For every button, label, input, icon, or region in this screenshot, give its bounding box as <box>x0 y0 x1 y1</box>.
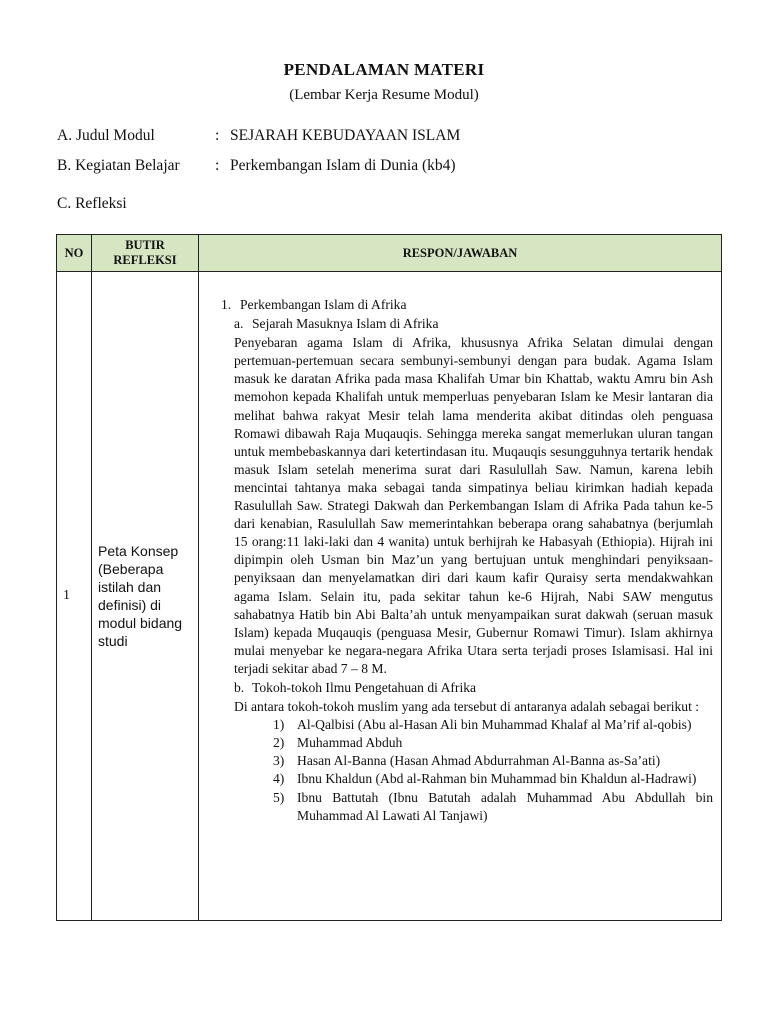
list-item-text: Al-Qalbisi (Abu al-Hasan Ali bin Muhammad Khalaf al Ma’rif al-qobis) <box>297 717 692 733</box>
subsection-heading-b <box>221 679 713 697</box>
refleksi-table <box>56 234 722 921</box>
column-header-no: NO <box>57 235 92 272</box>
meta-kegiatan-belajar <box>57 157 456 175</box>
meta-value: SEJARAH KEBUDAYAAN ISLAM <box>230 127 461 144</box>
list-item <box>273 716 713 734</box>
document-subtitle: (Lembar Kerja Resume Modul) <box>289 87 479 103</box>
meta-judul-modul <box>57 127 460 145</box>
section-number: 1. <box>221 297 232 312</box>
tokoh-list <box>221 716 713 825</box>
subsection-letter: a. <box>234 316 244 332</box>
section-title: Perkembangan Islam di Afrika <box>240 297 407 312</box>
list-item <box>273 789 713 825</box>
meta-separator: : <box>215 157 220 174</box>
document-title: PENDALAMAN MATERI <box>283 60 485 79</box>
paragraph-sejarah: Penyebaran agama Islam di Afrika, khususnya Afrika Selatan dimulai dengan pertemuan-pertemuan secara sembunyi-sembunyi dengan para budak. Agama Islam masuk ke daratan Afrika pada masa Khalifah Umar bin Khattab, waktu Amru bin Ash memohon kepada Khalifah untuk memperluas penyebaran Islam ke Mesir lantaran dia melihat bahwa rakyat Mesir telah lama menderita akibat ditindas oleh penguasa Romawi dibawah Raja Muqauqis. Sehingga mereka sangat memerlukan uluran tangan untuk membebaskannya dari ketertindasan itu. Muqauqis sesungguhnya tertarik hendak masuk Islam setelah menerima surat dari Rasulullah Saw. Namun, karena lebih mencintai tahtanya maka sebagai tanda simpatinya beliau kirimkan hadiah kepada Rasulullah Saw. Strategi Dakwah dan Perkembangan Islam di Afrika Pada tahun ke-5 dari kenabian, Rasulullah Saw memerintahkan beberapa orang sahabatnya (berjumlah 15 orang:11 laki-laki dan 4 wanita) untuk berhijrah ke Habasyah (Ethiopia). Hijrah ini dipimpin oleh Usman bin Maz’un yang bertujuan untuk menghindari penyiksaan-penyiksaan dan menyelamatkan diri dari kaum kafir Quraisy serta mendakwahkan agama Islam. Selain itu, pada sekitar tahun ke-6 Hijrah, Nabi SAW mengutus sahabatnya Hatib bin Abi Balta’ah untuk menyampaikan surat dakwah (seruan masuk Islam) kepada Muqauqis (penguasa Mesir, Gubernur Romawi Timur). Islam akhirnya mulai menyebar ke negara-negara Afrika Utara serta terjadi proses Islamisasi. Hal ini terjadi sekitar abad 7 – 8 M. <box>234 335 713 676</box>
column-header-respon: RESPON/JAWABAN <box>199 235 722 272</box>
subsection-letter: b. <box>234 679 245 695</box>
meta-label: C. Refleksi <box>57 195 127 212</box>
meta-value: Perkembangan Islam di Dunia (kb4) <box>230 157 456 174</box>
respon-jawaban <box>199 272 722 921</box>
paragraph-tokoh-intro: Di antara tokoh-tokoh muslim yang ada tersebut di antaranya adalah sebagai berikut : <box>234 699 700 715</box>
meta-label: A. Judul Modul <box>57 127 155 144</box>
section-heading <box>221 296 713 314</box>
subsection-heading-a <box>221 315 713 333</box>
table-header-row <box>57 235 722 272</box>
list-item-number: 3) <box>273 753 285 769</box>
list-item-number: 4) <box>273 771 285 787</box>
list-item-text: Ibnu Khaldun (Abd al-Rahman bin Muhammad bin Khaldun al-Hadrawi) <box>297 771 697 787</box>
table-row <box>57 272 722 921</box>
list-item <box>273 734 713 752</box>
column-header-butir: BUTIR REFLEKSI <box>92 235 199 272</box>
meta-refleksi <box>57 195 215 213</box>
subsection-title: Sejarah Masuknya Islam di Afrika <box>252 316 439 332</box>
meta-label: B. Kegiatan Belajar <box>57 157 180 174</box>
list-item-text: Hasan Al-Banna (Hasan Ahmad Abdurrahman Al-Banna as-Sa’ati) <box>297 753 661 769</box>
meta-separator: : <box>215 127 220 144</box>
butir-refleksi: Peta Konsep (Beberapa istilah dan definisi) di modul bidang studi <box>92 272 199 921</box>
list-item <box>273 770 713 788</box>
list-item-text: Muhammad Abduh <box>297 735 403 751</box>
subsection-title: Tokoh-tokoh Ilmu Pengetahuan di Afrika <box>252 679 477 695</box>
list-item-number: 1) <box>273 717 285 733</box>
list-item-number: 5) <box>273 789 285 805</box>
list-item-number: 2) <box>273 735 285 751</box>
list-item <box>273 752 713 770</box>
list-item-text: Ibnu Battutah (Ibnu Batutah adalah Muhammad Abu Abdullah bin Muhammad Al Lawati Al Tanjawi) <box>297 789 713 823</box>
row-number: 1 <box>57 272 92 921</box>
